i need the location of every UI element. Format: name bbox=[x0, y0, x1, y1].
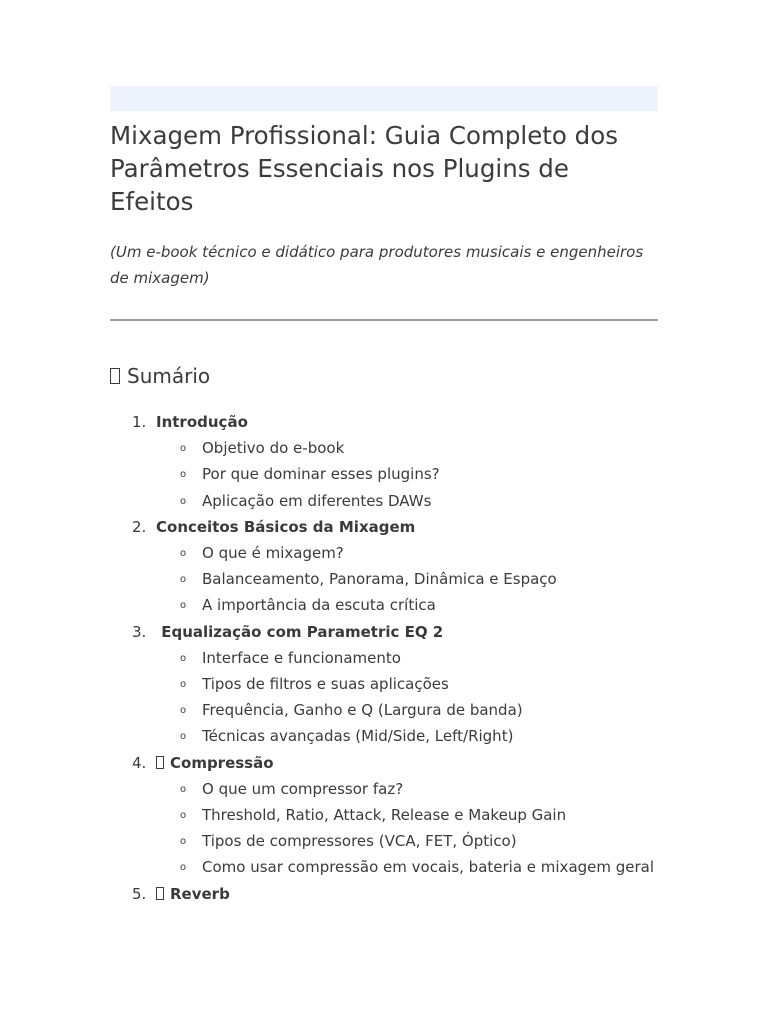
toc-section-number: 1. bbox=[132, 413, 147, 431]
toc-subsection-item bbox=[156, 697, 658, 723]
toc-subsection-item bbox=[156, 828, 658, 854]
toc-section-number: 5. bbox=[132, 884, 147, 903]
toc-section-number: 4. bbox=[132, 753, 147, 772]
toc-subsection-item bbox=[156, 461, 658, 487]
bullet-icon: o bbox=[180, 495, 187, 507]
toc-subsection-text: Interface e funcionamento bbox=[202, 648, 401, 667]
toc-subsection-list bbox=[156, 435, 658, 514]
toc-subsection-text: O que é mixagem? bbox=[202, 544, 344, 563]
bullet-icon: o bbox=[180, 862, 187, 874]
toc-subsection-item bbox=[156, 802, 658, 828]
document-title: Mixagem Profissional: Guia Completo dos Parâmetros Essenciais nos Plugins de Efeitos bbox=[110, 121, 618, 216]
toc-subsection-text: A importância da escuta crítica bbox=[202, 596, 436, 615]
bullet-icon: o bbox=[180, 836, 187, 848]
toc-section-title-text: Reverb bbox=[170, 884, 230, 903]
toc-subsection-text: Por que dominar esses plugins? bbox=[202, 465, 440, 484]
toc-section bbox=[110, 750, 658, 881]
toc-list bbox=[110, 409, 658, 907]
toc-subsection-list bbox=[156, 540, 658, 619]
toc-heading bbox=[110, 361, 658, 391]
unrendered-emoji-icon bbox=[156, 756, 164, 769]
bullet-icon: o bbox=[180, 679, 187, 691]
toc-subsection-item bbox=[156, 723, 658, 749]
bullet-icon: o bbox=[180, 810, 187, 822]
toc-subsection-item bbox=[156, 671, 658, 697]
toc-subsection-text: Objetivo do e-book bbox=[202, 439, 345, 458]
toc-section bbox=[110, 409, 658, 514]
toc-subsection-list bbox=[156, 645, 658, 750]
toc-section-title bbox=[156, 623, 443, 641]
unrendered-emoji-icon bbox=[110, 368, 120, 384]
toc-subsection-text: O que um compressor faz? bbox=[202, 779, 404, 798]
toc-subsection-item bbox=[156, 566, 658, 592]
horizontal-divider bbox=[110, 319, 658, 321]
toc-subsection-item bbox=[156, 592, 658, 618]
bullet-icon: o bbox=[180, 548, 187, 560]
toc-section-title bbox=[156, 518, 415, 536]
toc-subsection-item bbox=[156, 540, 658, 566]
toc-section-title-text: Conceitos Básicos da Mixagem bbox=[156, 517, 416, 536]
toc-subsection-text: Frequência, Ganho e Q (Largura de banda) bbox=[202, 701, 523, 720]
bullet-icon: o bbox=[180, 783, 187, 795]
bullet-icon: o bbox=[180, 443, 187, 455]
bullet-icon: o bbox=[180, 731, 187, 743]
toc-section bbox=[110, 619, 658, 750]
toc-subsection-text: Balanceamento, Panorama, Dinâmica e Espaço bbox=[202, 570, 557, 589]
toc-section-number: 3. bbox=[132, 622, 147, 641]
toc-section bbox=[110, 881, 658, 907]
header-band bbox=[110, 86, 658, 111]
toc-subsection-text: Aplicação em diferentes DAWs bbox=[202, 491, 432, 510]
toc-subsection-list bbox=[156, 776, 658, 881]
toc-subsection-item bbox=[156, 435, 658, 461]
toc-section-number: 2. bbox=[132, 517, 147, 536]
document-page bbox=[110, 86, 658, 907]
unrendered-emoji-icon bbox=[156, 887, 164, 900]
toc-section-title bbox=[156, 885, 230, 903]
toc-section bbox=[110, 514, 658, 619]
bullet-icon: o bbox=[180, 469, 187, 481]
bullet-icon: o bbox=[180, 652, 187, 664]
toc-section-title-text: Introdução bbox=[156, 413, 248, 431]
toc-subsection-text: Threshold, Ratio, Attack, Release e Makeup Gain bbox=[202, 806, 567, 825]
bullet-icon: o bbox=[180, 705, 187, 717]
document-subtitle: (Um e-book técnico e didático para produtores musicais e engenheiros de mixagem) bbox=[110, 243, 644, 287]
bullet-icon: o bbox=[180, 574, 187, 586]
toc-section-title-text: Compressão bbox=[170, 753, 274, 772]
toc-subsection-text: Tipos de filtros e suas aplicações bbox=[202, 675, 449, 694]
toc-heading-label: Sumário bbox=[127, 364, 211, 388]
toc-subsection-item bbox=[156, 488, 658, 514]
toc-section-title-text: Equalização com Parametric EQ 2 bbox=[156, 622, 444, 641]
bullet-icon: o bbox=[180, 600, 187, 612]
toc-section-title bbox=[156, 413, 248, 431]
toc-subsection-item bbox=[156, 645, 658, 671]
toc-subsection-item bbox=[156, 854, 658, 880]
toc-subsection-text: Tipos de compressores (VCA, FET, Óptico) bbox=[202, 832, 517, 851]
toc-subsection-text: Técnicas avançadas (Mid/Side, Left/Right) bbox=[202, 727, 514, 746]
toc-subsection-text: Como usar compressão em vocais, bateria e mixagem geral bbox=[202, 858, 655, 877]
toc-subsection-item bbox=[156, 776, 658, 802]
toc-section-title bbox=[156, 754, 274, 772]
